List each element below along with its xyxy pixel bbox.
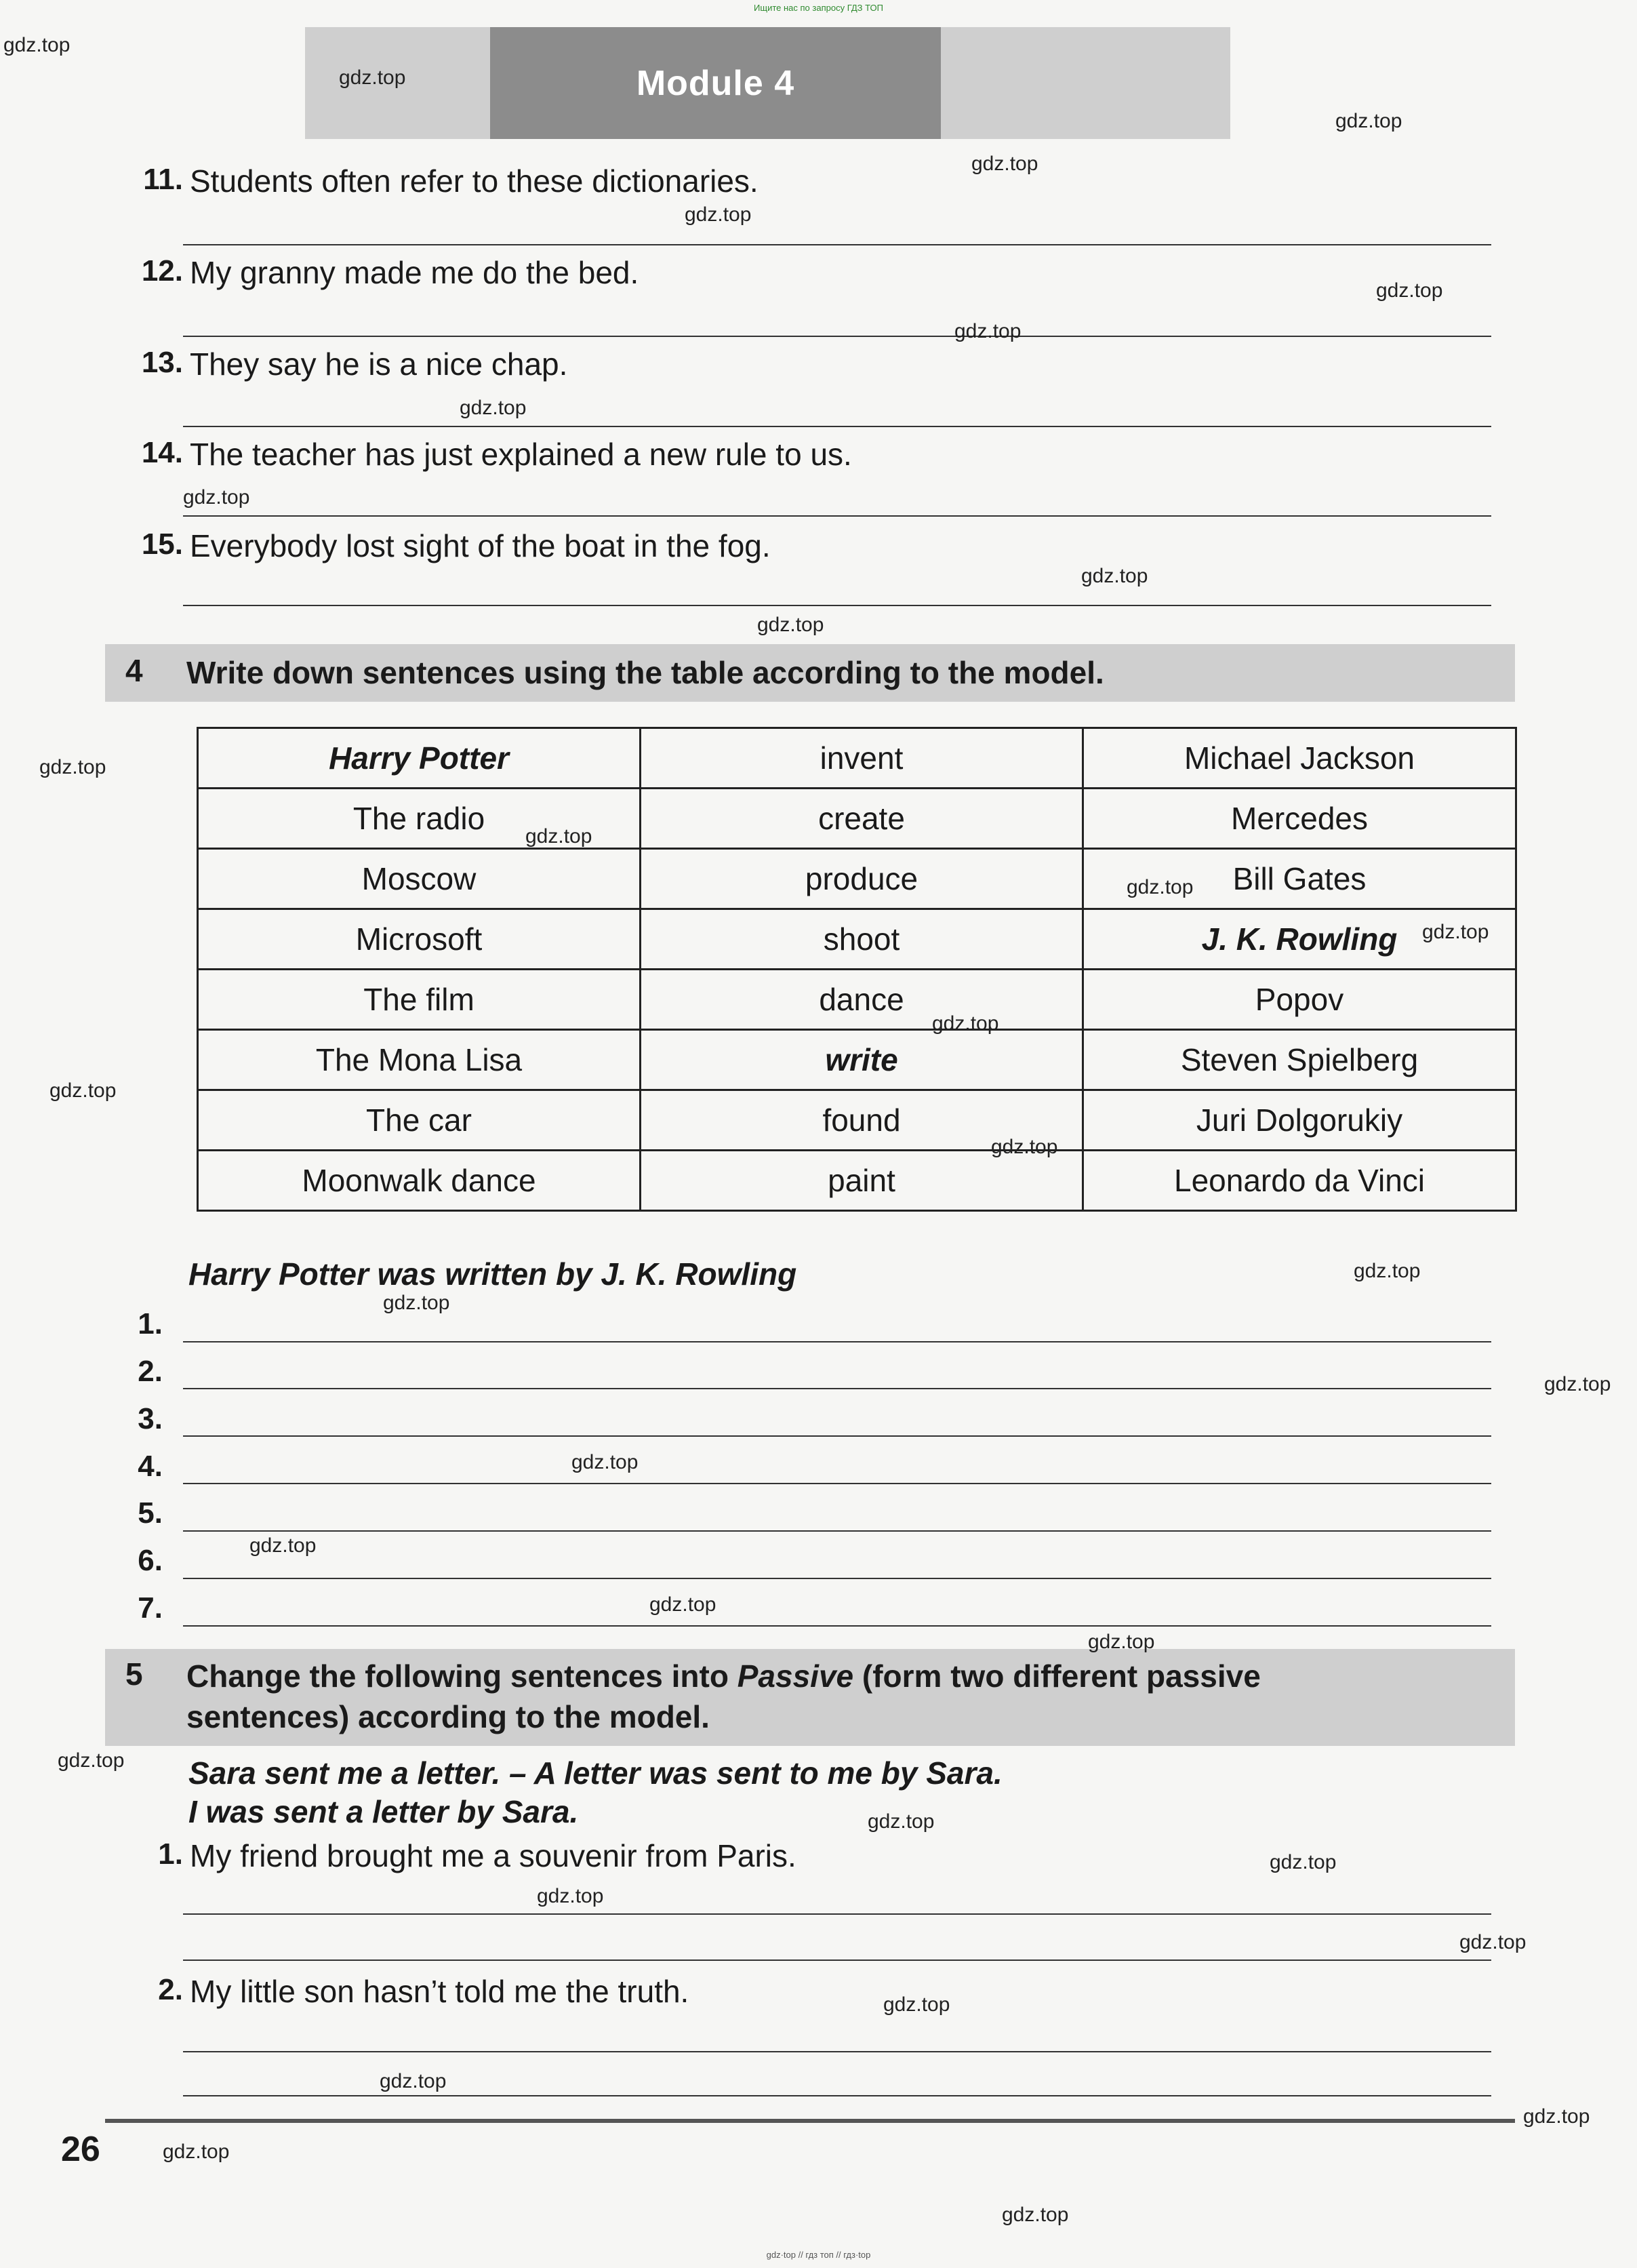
table-row — [198, 909, 1516, 970]
instruction-part: Change the following sentences into — [186, 1658, 737, 1694]
sentence-text: My granny made me do the bed. — [190, 255, 639, 290]
watermark: gdz.top — [1523, 2105, 1590, 2128]
table-cell: The car — [198, 1090, 641, 1151]
table-cell: invent — [641, 728, 1083, 789]
answer-line[interactable] — [183, 1913, 1491, 1915]
answer-line[interactable] — [183, 515, 1491, 517]
sentence-number: 15. — [141, 528, 183, 561]
exercise-instruction — [186, 1656, 1261, 1696]
answer-line[interactable] — [183, 1530, 1491, 1532]
table-cell: write — [641, 1030, 1083, 1090]
answer-number: 7. — [138, 1591, 163, 1625]
table-cell: Mercedes — [1083, 789, 1516, 849]
answer-number: 4. — [138, 1450, 163, 1483]
sentence-number: 12. — [141, 254, 183, 287]
watermark: gdz.top — [39, 756, 106, 778]
module-tab — [490, 27, 941, 139]
answer-line[interactable] — [183, 2095, 1491, 2096]
watermark: gdz.top — [1544, 1373, 1611, 1395]
sentence-text: My friend brought me a souvenir from Paris. — [190, 1838, 796, 1873]
answer-line[interactable] — [183, 1341, 1491, 1342]
sentence-number: 11. — [143, 163, 183, 196]
answer-number: 2. — [138, 1355, 163, 1388]
sentence-text: My little son hasn’t told me the truth. — [190, 1974, 689, 2009]
watermark: gdz.top — [971, 153, 1038, 175]
verb-table — [197, 727, 1517, 1212]
watermark: gdz.top — [58, 1749, 125, 1772]
table-cell: dance — [641, 970, 1083, 1030]
answer-line[interactable] — [183, 426, 1491, 427]
table-cell: Juri Dolgorukiy — [1083, 1090, 1516, 1151]
watermark: gdz.top — [868, 1810, 935, 1833]
watermark: gdz.top — [1088, 1631, 1155, 1653]
watermark: gdz.top — [49, 1079, 117, 1102]
watermark: gdz.top — [1354, 1260, 1421, 1282]
table-cell: Leonardo da Vinci — [1083, 1151, 1516, 1211]
answer-line[interactable] — [183, 1578, 1491, 1579]
exercise-instruction: Write down sentences using the table according to the model. — [186, 655, 1104, 690]
table-cell: The radio — [198, 789, 641, 849]
sentence-text: The teacher has just explained a new rule to us. — [190, 437, 852, 472]
sentence-number: 1. — [158, 1837, 183, 1871]
page-number: 26 — [61, 2130, 100, 2169]
watermark: gdz.top — [1376, 279, 1443, 302]
table-cell: Microsoft — [198, 909, 641, 970]
table-cell: Moscow — [198, 849, 641, 909]
watermark: gdz.top — [685, 203, 752, 226]
watermark: gdz.top — [339, 66, 406, 89]
table-cell: produce — [641, 849, 1083, 909]
table-cell: Popov — [1083, 970, 1516, 1030]
sentence-text: They say he is a nice chap. — [190, 346, 568, 382]
table-cell: Moonwalk dance — [198, 1151, 641, 1211]
watermark: gdz.top — [571, 1451, 639, 1473]
table-cell: Bill Gates — [1083, 849, 1516, 909]
exercise-5-header — [105, 1649, 1515, 1746]
answer-line[interactable] — [183, 605, 1491, 606]
sentence-row — [108, 1973, 1498, 2021]
answer-number: 3. — [138, 1402, 163, 1435]
answer-line[interactable] — [183, 1959, 1491, 1961]
table-cell: Michael Jackson — [1083, 728, 1516, 789]
top-note: Ищите нас по запросу ГДЗ ТОП — [754, 3, 883, 13]
watermark: gdz.top — [537, 1885, 604, 1907]
sentence-number: 13. — [141, 346, 183, 379]
watermark: gdz.top — [932, 1012, 999, 1035]
watermark: gdz.top — [757, 614, 824, 636]
watermark: gdz.top — [380, 2070, 447, 2092]
watermark: gdz.top — [991, 1136, 1058, 1158]
table-row — [198, 1151, 1516, 1211]
watermark: gdz.top — [249, 1534, 317, 1557]
sentence-row — [108, 346, 1498, 393]
answer-line[interactable] — [183, 244, 1491, 245]
watermark: gdz.top — [883, 1993, 950, 2016]
table-cell: create — [641, 789, 1083, 849]
watermark: gdz.top — [954, 320, 1022, 342]
answer-number: 6. — [138, 1544, 163, 1577]
table-cell: The film — [198, 970, 641, 1030]
sentence-row — [108, 254, 1498, 302]
sentence-text: Everybody lost sight of the boat in the fog. — [190, 528, 771, 563]
table-cell: Harry Potter — [198, 728, 641, 789]
answer-number: 5. — [138, 1496, 163, 1530]
table-cell: The Mona Lisa — [198, 1030, 641, 1090]
watermark: gdz.top — [1422, 921, 1489, 943]
instruction-part: (form two different passive — [853, 1658, 1261, 1694]
table-row — [198, 849, 1516, 909]
watermark: gdz.top — [1459, 1931, 1527, 1953]
answer-line[interactable] — [183, 336, 1491, 337]
table-cell: found — [641, 1090, 1083, 1151]
watermark: gdz.top — [649, 1593, 716, 1616]
watermark: gdz.top — [1002, 2204, 1069, 2226]
watermark: gdz.top — [383, 1292, 450, 1314]
watermark: gdz.top — [1127, 876, 1194, 898]
watermark: gdz.top — [525, 825, 592, 848]
table-cell: Steven Spielberg — [1083, 1030, 1516, 1090]
model-line-2: I was sent a letter by Sara. — [188, 1794, 579, 1829]
table-cell: shoot — [641, 909, 1083, 970]
sentence-number: 14. — [141, 436, 183, 469]
sentence-row — [108, 528, 1498, 575]
sentence-text: Students often refer to these dictionaries. — [190, 163, 759, 199]
exercise-instruction-line2: sentences) according to the model. — [186, 1699, 710, 1734]
watermark: gdz.top — [1081, 565, 1148, 587]
watermark: gdz.top — [183, 486, 250, 509]
watermark: gdz.top — [460, 397, 527, 419]
table-cell: paint — [641, 1151, 1083, 1211]
sentence-row — [108, 163, 1498, 210]
answer-line[interactable] — [183, 2051, 1491, 2052]
watermark: gdz.top — [3, 34, 70, 56]
table-cell: J. K. Rowling — [1083, 909, 1516, 970]
table-row — [198, 1030, 1516, 1090]
exercise-number: 4 — [125, 653, 143, 688]
table-row — [198, 1090, 1516, 1151]
table-row — [198, 970, 1516, 1030]
watermark: gdz.top — [1270, 1851, 1337, 1873]
answer-line[interactable] — [183, 1483, 1491, 1484]
model-line-1: Sara sent me a letter. – A letter was sent to me by Sara. — [188, 1755, 1003, 1791]
answer-line[interactable] — [183, 1625, 1491, 1627]
sentence-number: 2. — [158, 1973, 183, 2006]
module-title: Module 4 — [636, 63, 795, 103]
answer-line[interactable] — [183, 1388, 1491, 1389]
table-row — [198, 728, 1516, 789]
instruction-italic: Passive — [737, 1658, 854, 1694]
exercise-number: 5 — [125, 1656, 143, 1692]
watermark: gdz.top — [163, 2141, 230, 2163]
footer-rule — [105, 2119, 1515, 2123]
sentence-row — [108, 436, 1498, 483]
model-sentence: Harry Potter was written by J. K. Rowling — [188, 1256, 797, 1292]
bottom-note: gdz·top // гдз топ // гдз·top — [766, 2250, 871, 2260]
exercise-4-header — [105, 644, 1515, 702]
answer-line[interactable] — [183, 1435, 1491, 1437]
table-row — [198, 789, 1516, 849]
answer-number: 1. — [138, 1307, 163, 1340]
watermark: gdz.top — [1335, 110, 1402, 132]
